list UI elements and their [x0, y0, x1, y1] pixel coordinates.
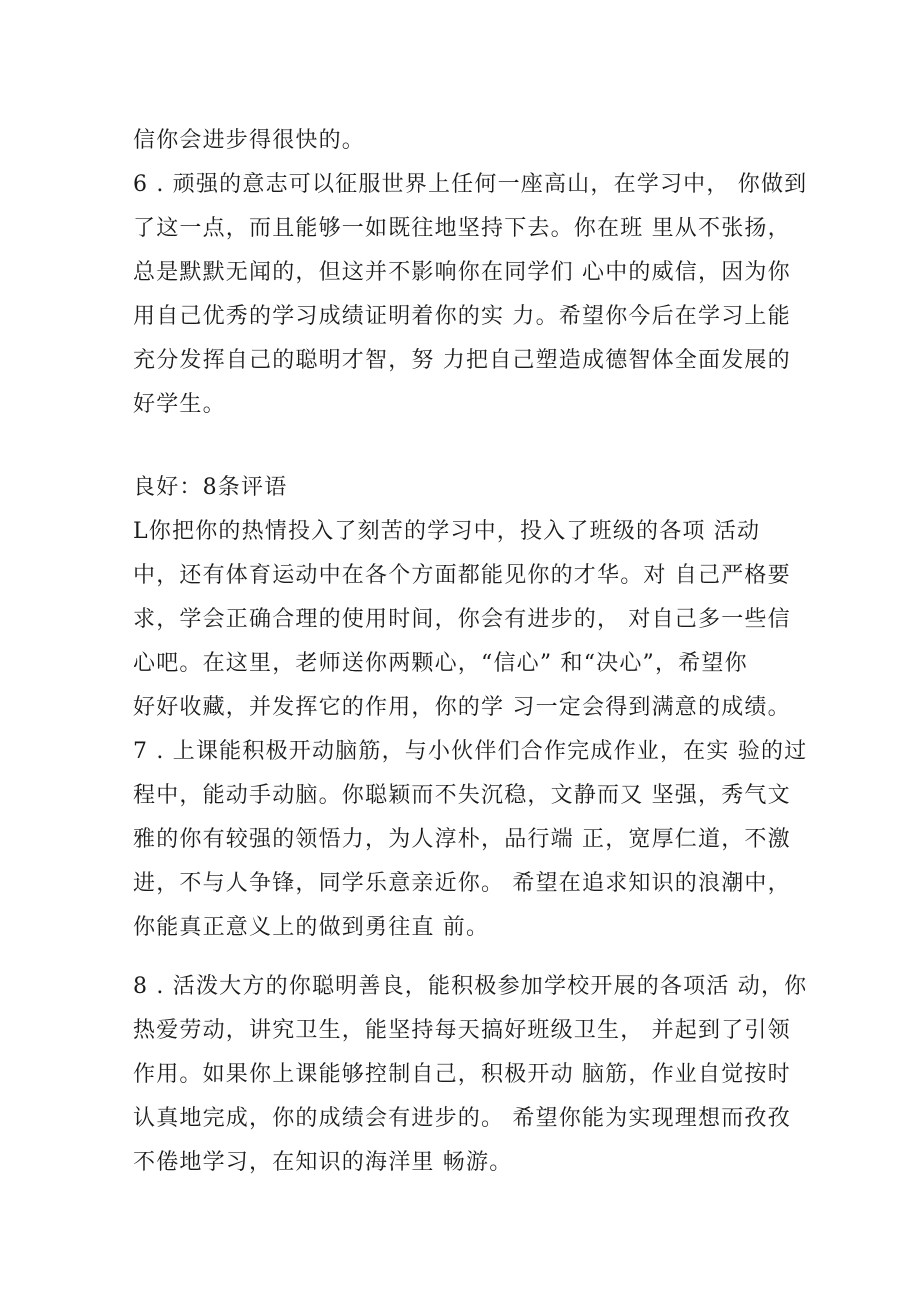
text-line: 程中，能动手动脑。你聪颖而不失沉稳，文静而又 坚强，秀气文 — [133, 783, 791, 808]
text-line: 好好收藏，并发挥它的作用，你的学 习一定会得到满意的成绩。 — [133, 695, 791, 720]
text-line: 充分发挥自己的聪明才智，努 力把自己塑造成德智体全面发展的 — [133, 348, 791, 373]
text-line: 总是默默无闻的，但这并不影响你在同学们 心中的威信，因为你 — [133, 260, 791, 285]
text-line: 中，还有体育运动中在各个方面都能见你的才华。对 自己严格要 — [133, 563, 791, 588]
text-line: 你能真正意义上的做到勇往直 前。 — [133, 915, 490, 940]
text-line: 8 . 活泼大方的你聪明善良，能积极参加学校开展的各项活 动，你 — [133, 974, 808, 999]
text-line: 好学生。 — [133, 392, 226, 417]
text-line: 心吧。在这里，老师送你两颗心，“信心” 和“决心”，希望你 — [133, 651, 748, 676]
text-line: 热爱劳动，讲究卫生，能坚持每天搞好班级卫生， 并起到了引领 — [133, 1018, 791, 1043]
text-line: 进，不与人争锋，同学乐意亲近你。 希望在追求知识的浪潮中， — [133, 871, 791, 896]
text-line: L你把你的热情投入了刻苦的学习中，投入了班级的各项 活动 — [133, 519, 761, 544]
text-line: 作用。如果你上课能够控制自己，积极开动 脑筋，作业自觉按时 — [133, 1062, 791, 1087]
text-line: 求，学会正确合理的使用时间，你会有进步的， 对自己多一些信 — [133, 607, 791, 632]
text-line: 用自己优秀的学习成绩证明着你的实 力。希望你今后在学习上能 — [133, 304, 791, 329]
text-line: 6 . 顽强的意志可以征服世界上任何一座高山，在学习中， 你做到 — [133, 172, 808, 197]
text-line: 7 . 上课能积极开动脑筋，与小伙伴们合作完成作业，在实 验的过 — [133, 739, 808, 764]
section-heading: 良好：8条评语 — [133, 475, 288, 500]
text-line: 认真地完成，你的成绩会有进步的。 希望你能为实现理想而孜孜 — [133, 1106, 791, 1131]
text-line: 不倦地学习，在知识的海洋里 畅游。 — [133, 1150, 513, 1175]
text-line: 雅的你有较强的领悟力，为人淳朴，品行端 正，宽厚仁道，不激 — [133, 827, 791, 852]
text-line: 信你会进步得很快的。 — [133, 128, 366, 153]
text-line: 了这一点，而且能够一如既往地坚持下去。你在班 里从不张扬， — [133, 216, 791, 241]
